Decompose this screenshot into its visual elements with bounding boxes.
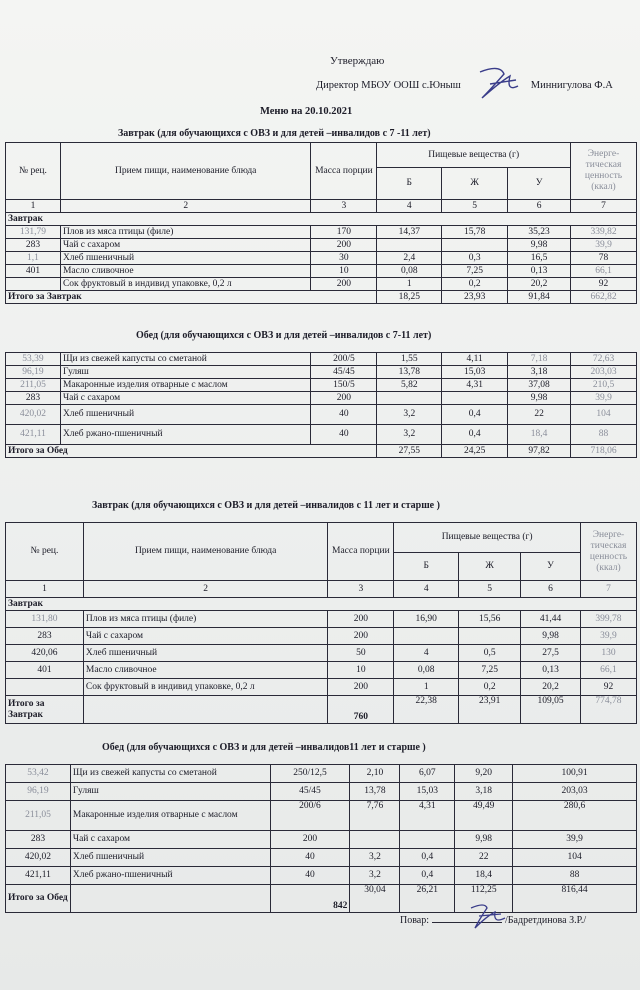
col-index: 7 — [580, 581, 636, 598]
col-index: 4 — [394, 581, 459, 598]
col-energy: Энерге-тическая ценность (ккал) — [580, 523, 636, 581]
table-row: 131,80 Плов из мяса птицы (филе) 200 16,90 15,56 41,44 399,78 — [6, 611, 637, 628]
col-index: 7 — [571, 200, 637, 213]
t1-title: Завтрак (для обучающихся с ОВЗ и для детей –инвалидов с 7 -11 лет) — [118, 128, 431, 139]
table-row: 420,02 Хлеб пшеничный 40 3,2 0,4 22 104 — [6, 405, 637, 425]
table-row: 283 Чай с сахаром 200 9,98 39,9 — [6, 628, 637, 645]
t4-title: Обед (для обучающихся с ОВЗ и для детей –инвалидов11 лет и старше ) — [102, 742, 426, 753]
table-row: 283 Чай с сахаром 200 9,98 39,9 — [6, 239, 637, 252]
cook-name: /Бадретдинова З.Р./ — [505, 915, 587, 926]
col-index: 2 — [83, 581, 328, 598]
cook-label: Повар: — [400, 915, 430, 926]
t2-table — [5, 352, 637, 458]
col-index: 6 — [508, 200, 571, 213]
table-row: 96,19 Гуляш 45/45 13,78 15,03 3,18 203,03 — [6, 783, 637, 801]
col-index: 5 — [442, 200, 508, 213]
col-nutrients: Пищевые вещества (г) — [394, 523, 581, 553]
col-index: 1 — [6, 581, 84, 598]
col-num: № рец. — [6, 143, 61, 200]
col-nutrients: Пищевые вещества (г) — [377, 143, 571, 168]
col-u: У — [508, 168, 571, 200]
table-row: Сок фруктовый в индивид упаковке, 0,2 л 200 1 0,2 20,2 92 — [6, 679, 637, 696]
table-row: 421,11 Хлеб ржано-пшеничный 40 3,2 0,4 18,4 88 — [6, 867, 637, 885]
col-b: Б — [377, 168, 442, 200]
group-label: Завтрак — [6, 213, 637, 226]
director-name: Миннигулова Ф.А — [530, 80, 613, 91]
col-dish: Прием пищи, наименование блюда — [83, 523, 328, 581]
col-zh: Ж — [442, 168, 508, 200]
col-b: Б — [394, 553, 459, 581]
total-row: Итого за Завтрак 18,25 23,93 91,84 662,82 — [6, 291, 637, 304]
director-signature — [470, 62, 530, 102]
total-row: Итого за Завтрак 760 22,38 23,91 109,05 774,78 — [6, 696, 637, 724]
table-row: 131,79 Плов из мяса птицы (филе) 170 14,37 15,78 35,23 339,82 — [6, 226, 637, 239]
t1-table — [5, 142, 637, 304]
table-row: Сок фруктовый в индивид упаковке, 0,2 л 200 1 0,2 20,2 92 — [6, 278, 637, 291]
table-row: 401 Масло сливочное 10 0,08 7,25 0,13 66,1 — [6, 662, 637, 679]
table-row: 1,1 Хлеб пшеничный 30 2,4 0,3 16,5 78 — [6, 252, 637, 265]
total-row: Итого за Обед 27,55 24,25 97,82 718,06 — [6, 445, 637, 458]
t3-table — [5, 522, 637, 724]
col-index: 2 — [60, 200, 311, 213]
col-dish: Прием пищи, наименование блюда — [60, 143, 311, 200]
col-index: 5 — [459, 581, 521, 598]
approve-label: Утверждаю — [330, 55, 385, 67]
t2-title: Обед (для обучающихся с ОВЗ и для детей –инвалидов с 7-11 лет) — [136, 330, 432, 341]
table-row: 53,39 Щи из свежей капусты со сметаной 200/5 1,55 4,11 7,18 72,63 — [6, 353, 637, 366]
table-row: 401 Масло сливочное 10 0,08 7,25 0,13 66,1 — [6, 265, 637, 278]
table-row: 283 Чай с сахаром 200 9,98 39,9 — [6, 831, 637, 849]
table-row: 211,05 Макаронные изделия отварные с маслом 200/6 7,76 4,31 49,49 280,6 — [6, 801, 637, 831]
menu-date-title: Меню на 20.10.2021 — [260, 106, 353, 117]
table-row: 283 Чай с сахаром 200 9,98 39,9 — [6, 392, 637, 405]
table-row: 53,42 Щи из свежей капусты со сметаной 250/12,5 2,10 6,07 9,20 100,91 — [6, 765, 637, 783]
col-mass: Масса порции — [311, 143, 377, 200]
col-index: 1 — [6, 200, 61, 213]
t4-table — [5, 764, 637, 913]
director-line — [316, 80, 613, 91]
table-row: 96,19 Гуляш 45/45 13,78 15,03 3,18 203,03 — [6, 366, 637, 379]
col-mass: Масса порции — [328, 523, 394, 581]
col-index: 6 — [521, 581, 581, 598]
col-num: № рец. — [6, 523, 84, 581]
col-index: 3 — [311, 200, 377, 213]
table-row: 211,05 Макаронные изделия отварные с маслом 150/5 5,82 4,31 37,08 210,5 — [6, 379, 637, 392]
col-index: 3 — [328, 581, 394, 598]
table-row: 421,11 Хлеб ржано-пшеничный 40 3,2 0,4 18,4 88 — [6, 425, 637, 445]
t3-title: Завтрак (для обучающихся с ОВЗ и для детей –инвалидов с 11 лет и старше ) — [92, 500, 440, 511]
table-row: 420,06 Хлеб пшеничный 50 4 0,5 27,5 130 — [6, 645, 637, 662]
group-label: Завтрак — [6, 598, 637, 611]
col-u: У — [521, 553, 581, 581]
col-energy: Энерге-тическая ценность (ккал) — [571, 143, 637, 200]
col-index: 4 — [377, 200, 442, 213]
col-zh: Ж — [459, 553, 521, 581]
table-row: 420,02 Хлеб пшеничный 40 3,2 0,4 22 104 — [6, 849, 637, 867]
total-row: Итого за Обед 842 30,04 26,21 112,25 816,44 — [6, 885, 637, 913]
cook-signature — [465, 900, 515, 932]
director-title: Директор МБОУ ООШ с.Юныш — [316, 80, 461, 91]
